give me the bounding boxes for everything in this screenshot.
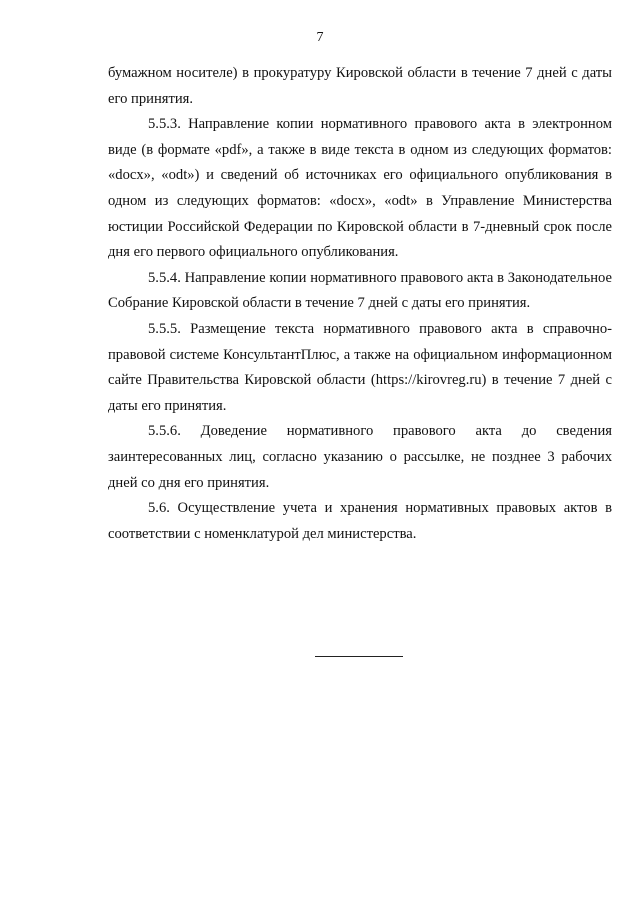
paragraph-5-6: 5.6. Осуществление учета и хранения нормативных правовых актов в соответствии с номенклатурой дел министерства. <box>108 500 612 542</box>
end-of-document-rule <box>315 656 403 657</box>
document-body <box>108 61 612 547</box>
paragraph-5-5-6: 5.5.6. Доведение нормативного правового акта до сведения заинтересованных лиц, согласно указанию о рассылке, не позднее 3 рабочих дней со дня его принятия. <box>108 423 612 491</box>
paragraph-5-5-3: 5.5.3. Направление копии нормативного правового акта в электронном виде (в формате «pdf», а также в виде текста в одном из следующих форматов: «docx», «odt») и сведений об источниках его официального опубликования в одном из следующих форматов: «docx», «odt» в Управление Министерства юстиции Российской Федерации по Кировской области в 7-дневный срок после дня его первого официального опубликования. <box>108 116 612 261</box>
paragraph-5-5-5: 5.5.5. Размещение текста нормативного правового акта в справочно-правовой системе КонсультантПлюс, а также на официальном информационном сайте Правительства Кировской области (https://kirovreg.ru) в течение 7 дней с даты его принятия. <box>108 320 612 414</box>
paragraph-continuation: бумажном носителе) в прокуратуру Кировской области в течение 7 дней с даты его принятия. <box>108 65 612 107</box>
paragraph-5-5-4: 5.5.4. Направление копии нормативного правового акта в Законодательное Собрание Кировской области в течение 7 дней с даты его принятия. <box>108 269 612 312</box>
page-number: 7 <box>316 30 324 45</box>
